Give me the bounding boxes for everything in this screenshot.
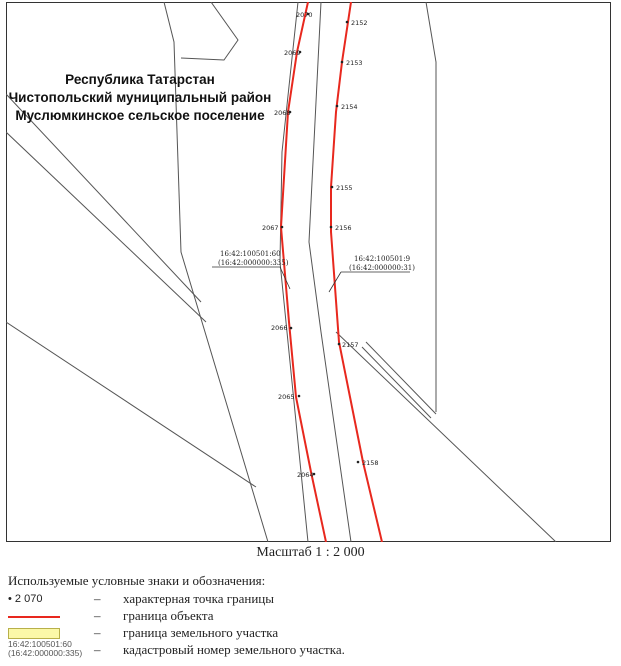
point-marker [346,21,349,24]
cadastral-old-number: (16:42:000000:335) [218,259,289,267]
red-line-symbol [8,608,88,625]
legend-text: характерная точка границы [123,591,274,606]
point-marker [281,226,284,229]
point-label: 2154 [341,103,358,111]
point-label: 2156 [335,224,352,232]
point-marker [341,61,344,64]
point-marker [331,186,334,189]
point-symbol: • 2 070 [8,593,43,605]
point-marker [336,105,339,108]
cadastral-number: 16:42:100501:60 [220,250,281,258]
legend-dash: – [94,608,101,623]
legend-item-object-boundary [8,608,508,625]
point-label: 2153 [346,59,363,67]
region-line-1: Республика Татарстан [65,72,215,87]
region-line-2: Чистопольский муниципальный район [8,90,272,105]
cadastral-map [6,2,611,542]
point-label: 2065 [278,393,295,401]
legend [8,573,508,659]
legend-text: кадастровый номер земельного участка. [123,642,345,657]
point-label: 2155 [336,184,353,192]
point-label: 2158 [362,459,379,467]
point-marker [330,226,333,229]
point-marker [290,327,293,330]
point-marker [357,461,360,464]
legend-title: Используемые условные знаки и обозначения: [8,573,266,588]
region-line-3: Муслюмкинское сельское поселение [15,108,265,123]
cadastral-number: 16:42:100501:9 [354,255,411,263]
legend-dash: – [94,591,101,606]
legend-text: граница земельного участка [123,625,279,640]
cadastral-symbol-line-1: 16:42:100501:60 [8,639,72,649]
point-label: 2067 [262,224,279,232]
point-label: 2068 [274,109,291,117]
legend-dash: – [94,642,101,657]
map-scale: Масштаб 1 : 2 000 [256,545,365,560]
legend-item-point [8,591,508,608]
point-label: 2066 [271,324,288,332]
legend-text: граница объекта [123,608,214,623]
point-marker [338,343,341,346]
cadastral-number-symbol [8,640,88,657]
point-label: 2069 [284,49,301,57]
point-marker [298,395,301,398]
point-label: 2157 [342,341,359,349]
point-label: 2070 [296,11,313,19]
cadastral-symbol-line-2: (16:42:000000:335) [8,648,83,658]
point-label: 2152 [351,19,368,27]
cadastral-old-number: (16:42:000000:31) [349,264,415,272]
legend-item-cadastral-number [8,639,508,659]
legend-dash: – [94,625,101,640]
point-label: 2064 [297,471,314,479]
